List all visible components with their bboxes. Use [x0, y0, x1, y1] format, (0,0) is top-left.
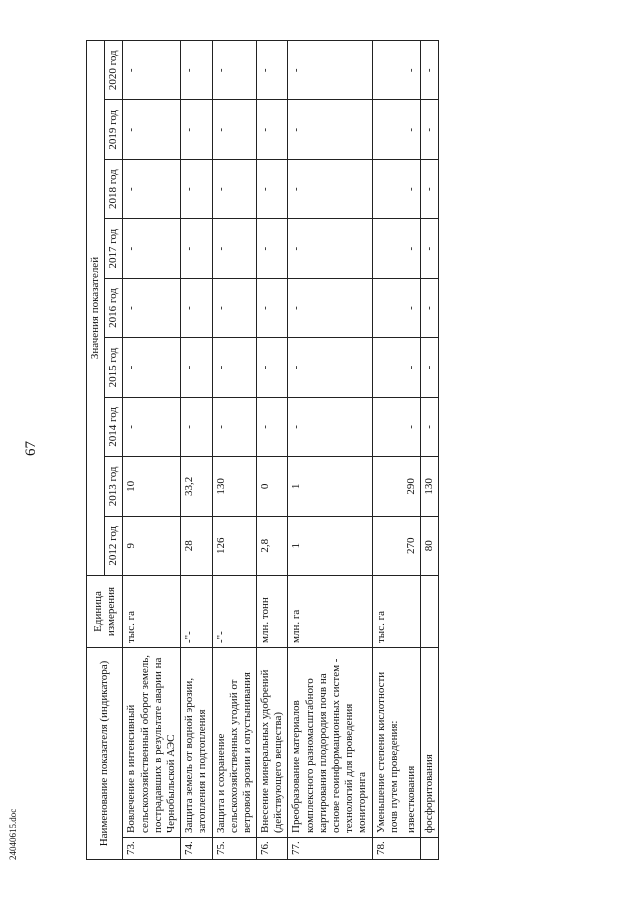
row-value	[372, 516, 403, 575]
row-value: -	[257, 338, 288, 397]
row-value	[372, 457, 403, 516]
row-value: 270	[403, 516, 421, 575]
indicator-table	[86, 40, 439, 860]
row-value: -	[212, 338, 257, 397]
row-value: -	[288, 41, 372, 101]
row-number	[403, 838, 421, 860]
row-value	[372, 219, 403, 278]
row-value: -	[421, 338, 439, 397]
row-value: -	[212, 278, 257, 337]
row-value: -	[421, 100, 439, 159]
row-value: 130	[421, 457, 439, 516]
row-indicator-name: Внесение минеральных удобрений (действующего вещества)	[257, 648, 288, 838]
row-value: -	[257, 278, 288, 337]
row-number: 74.	[181, 838, 212, 860]
row-value: -	[181, 159, 212, 218]
row-value: -	[181, 338, 212, 397]
row-unit	[403, 576, 421, 648]
row-value: 290	[403, 457, 421, 516]
row-value: -	[288, 397, 372, 456]
row-value: -	[288, 278, 372, 337]
row-value: -	[288, 100, 372, 159]
row-indicator-name: Преобразование материалов комплексного разномасштабного картирования плодородия почв на основе геоинформационных систем - технологий для проведения мониторинга	[288, 648, 372, 838]
row-value: -	[123, 338, 181, 397]
header-unit: Единица измерения	[87, 576, 123, 648]
row-value: -	[403, 159, 421, 218]
row-value: -	[288, 219, 372, 278]
row-indicator-name: Вовлечение в интенсивный сельскохозяйственный оборот земель, пострадавших в результате аварии на Чернобыльской АЭС	[123, 648, 181, 838]
row-value: -	[403, 100, 421, 159]
table-body	[123, 41, 439, 860]
row-value: -	[403, 397, 421, 456]
row-value: -	[212, 397, 257, 456]
row-unit: млн. га	[288, 576, 372, 648]
row-unit	[421, 576, 439, 648]
header-year: 2017 год	[105, 219, 123, 278]
row-value: 126	[212, 516, 257, 575]
row-value: -	[212, 159, 257, 218]
row-unit: тыс. га	[372, 576, 403, 648]
row-number	[421, 838, 439, 860]
row-unit: тыс. га	[123, 576, 181, 648]
row-value: -	[212, 41, 257, 101]
row-value: -	[288, 338, 372, 397]
page-number: 67	[23, 441, 39, 456]
row-value: -	[421, 278, 439, 337]
row-value: -	[181, 278, 212, 337]
row-value: -	[123, 41, 181, 101]
row-value: -	[257, 159, 288, 218]
header-year: 2014 год	[105, 397, 123, 456]
row-value: -	[181, 219, 212, 278]
row-indicator-name: Уменьшение степени кислотности почв путем проведения:	[372, 648, 403, 838]
header-indicator-name: Наименование показателя (индикатора)	[87, 648, 123, 860]
row-value: -	[403, 41, 421, 101]
row-value: -	[123, 100, 181, 159]
row-unit: -"-	[212, 576, 257, 648]
row-value: -	[257, 100, 288, 159]
row-value	[372, 397, 403, 456]
row-value	[372, 41, 403, 101]
row-number: 75.	[212, 838, 257, 860]
row-value: -	[181, 100, 212, 159]
row-indicator-name: Защита и сохранение сельскохозяйственных угодий от ветровой эрозии и опустынивания	[212, 648, 257, 838]
row-value: -	[288, 159, 372, 218]
header-year: 2018 год	[105, 159, 123, 218]
header-year: 2012 год	[105, 516, 123, 575]
row-value: -	[421, 397, 439, 456]
row-value: -	[421, 41, 439, 101]
row-value: 28	[181, 516, 212, 575]
row-value: -	[181, 41, 212, 101]
table-row	[257, 41, 288, 860]
row-value	[372, 278, 403, 337]
row-value: -	[123, 219, 181, 278]
row-value: -	[212, 100, 257, 159]
row-value: 9	[123, 516, 181, 575]
row-value: -	[212, 219, 257, 278]
header-values-group: Значения показателей	[87, 41, 105, 576]
row-value: 1	[288, 516, 372, 575]
document-code: 24040615.doc	[8, 808, 18, 860]
row-value: 10	[123, 457, 181, 516]
row-value: -	[403, 338, 421, 397]
header-year: 2019 год	[105, 100, 123, 159]
header-year: 2020 год	[105, 41, 123, 101]
row-value: 2,8	[257, 516, 288, 575]
header-year: 2016 год	[105, 278, 123, 337]
row-value: -	[257, 397, 288, 456]
row-value: 33,2	[181, 457, 212, 516]
table-row	[123, 41, 181, 860]
row-value: -	[421, 159, 439, 218]
row-value: 130	[212, 457, 257, 516]
row-indicator-name: фосфоритования	[421, 648, 439, 838]
table-row	[181, 41, 212, 860]
row-number: 73.	[123, 838, 181, 860]
row-value: 0	[257, 457, 288, 516]
row-value: -	[123, 278, 181, 337]
row-value	[372, 338, 403, 397]
row-value: -	[123, 159, 181, 218]
table-row	[421, 41, 439, 860]
header-year: 2013 год	[105, 457, 123, 516]
row-value: -	[257, 219, 288, 278]
table-row	[288, 41, 372, 860]
row-number: 76.	[257, 838, 288, 860]
row-value: -	[181, 397, 212, 456]
row-value	[372, 100, 403, 159]
row-value: -	[403, 278, 421, 337]
row-number: 78.	[372, 838, 403, 860]
table-row	[372, 41, 403, 860]
table-row	[403, 41, 421, 860]
header-year: 2015 год	[105, 338, 123, 397]
row-value: -	[421, 219, 439, 278]
row-unit: млн. тонн	[257, 576, 288, 648]
row-value: 80	[421, 516, 439, 575]
row-unit: -"-	[181, 576, 212, 648]
row-value: -	[123, 397, 181, 456]
row-indicator-name: известкования	[403, 648, 421, 838]
table-row	[212, 41, 257, 860]
indicator-table-container	[86, 40, 640, 860]
row-value: -	[403, 219, 421, 278]
row-number: 77.	[288, 838, 372, 860]
row-value: 1	[288, 457, 372, 516]
row-value: -	[257, 41, 288, 101]
row-value	[372, 159, 403, 218]
row-indicator-name: Защита земель от водной эрозии, затопления и подтопления	[181, 648, 212, 838]
